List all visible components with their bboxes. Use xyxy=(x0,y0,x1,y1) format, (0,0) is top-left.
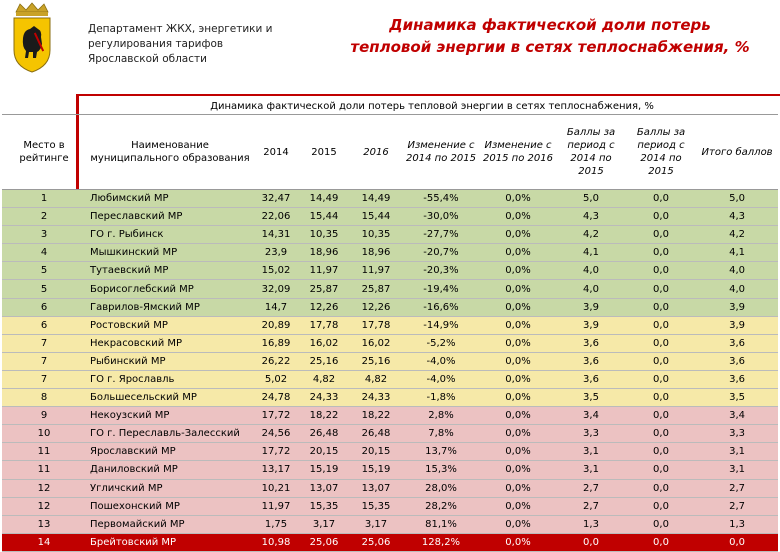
cell-y2014: 17,72 xyxy=(254,443,298,461)
cell-y2014: 15,02 xyxy=(254,262,298,280)
col-header-change-2016: Изменение с 2015 по 2016 xyxy=(480,115,556,190)
cell-pts2015: 3,9 xyxy=(556,298,626,316)
cell-y2016: 15,19 xyxy=(350,461,402,479)
cell-rank: 7 xyxy=(2,370,86,388)
table-row xyxy=(2,280,778,298)
cell-y2015: 15,35 xyxy=(298,497,350,515)
table-row xyxy=(2,533,778,551)
table-row xyxy=(2,226,778,244)
cell-pts2015: 3,6 xyxy=(556,334,626,352)
cell-name: Переславский МР xyxy=(86,208,254,226)
cell-y2015: 20,15 xyxy=(298,443,350,461)
cell-y2014: 22,06 xyxy=(254,208,298,226)
cell-y2015: 17,78 xyxy=(298,316,350,334)
table-row xyxy=(2,352,778,370)
cell-pts2015: 0,0 xyxy=(556,533,626,551)
slide-title-line-1: Динамика фактической доли потерь xyxy=(389,16,711,34)
cell-rank: 3 xyxy=(2,226,86,244)
rating-table xyxy=(2,98,778,552)
col-header-2016: 2016 xyxy=(350,115,402,190)
cell-pts2015: 2,7 xyxy=(556,497,626,515)
cell-chg2015: -20,3% xyxy=(402,262,480,280)
coat-of-arms-icon xyxy=(8,2,56,74)
cell-chg2016: 0,0% xyxy=(480,352,556,370)
cell-pts2016: 0,0 xyxy=(626,425,696,443)
cell-chg2015: -4,0% xyxy=(402,352,480,370)
cell-rank: 9 xyxy=(2,407,86,425)
table-row xyxy=(2,244,778,262)
cell-pts2016: 0,0 xyxy=(626,190,696,208)
cell-y2014: 26,22 xyxy=(254,352,298,370)
cell-y2014: 23,9 xyxy=(254,244,298,262)
cell-chg2015: -4,0% xyxy=(402,370,480,388)
cell-chg2015: -55,4% xyxy=(402,190,480,208)
cell-chg2016: 0,0% xyxy=(480,443,556,461)
cell-rank: 13 xyxy=(2,515,86,533)
cell-chg2015: -5,2% xyxy=(402,334,480,352)
cell-y2016: 24,33 xyxy=(350,389,402,407)
cell-chg2016: 0,0% xyxy=(480,479,556,497)
cell-rank: 7 xyxy=(2,352,86,370)
cell-y2014: 20,89 xyxy=(254,316,298,334)
cell-y2015: 13,07 xyxy=(298,479,350,497)
cell-total: 4,2 xyxy=(696,226,778,244)
cell-total: 1,3 xyxy=(696,515,778,533)
cell-pts2015: 3,1 xyxy=(556,443,626,461)
cell-rank: 4 xyxy=(2,244,86,262)
cell-rank: 11 xyxy=(2,461,86,479)
col-header-change-2015: Изменение с 2014 по 2015 xyxy=(402,115,480,190)
cell-y2016: 3,17 xyxy=(350,515,402,533)
cell-y2014: 14,31 xyxy=(254,226,298,244)
cell-y2015: 25,87 xyxy=(298,280,350,298)
cell-pts2016: 0,0 xyxy=(626,407,696,425)
cell-chg2016: 0,0% xyxy=(480,262,556,280)
cell-chg2015: 128,2% xyxy=(402,533,480,551)
cell-chg2015: 2,8% xyxy=(402,407,480,425)
cell-name: Ярославский МР xyxy=(86,443,254,461)
cell-y2016: 13,07 xyxy=(350,479,402,497)
cell-total: 4,0 xyxy=(696,280,778,298)
cell-total: 3,6 xyxy=(696,370,778,388)
cell-y2015: 18,96 xyxy=(298,244,350,262)
cell-chg2016: 0,0% xyxy=(480,407,556,425)
slide-title-line-2: тепловой энергии в сетях теплоснабжения, % xyxy=(350,38,750,56)
table-row xyxy=(2,370,778,388)
cell-y2015: 3,17 xyxy=(298,515,350,533)
cell-y2014: 24,78 xyxy=(254,389,298,407)
cell-y2016: 16,02 xyxy=(350,334,402,352)
cell-y2014: 1,75 xyxy=(254,515,298,533)
cell-chg2016: 0,0% xyxy=(480,226,556,244)
cell-y2014: 32,47 xyxy=(254,190,298,208)
cell-pts2015: 3,6 xyxy=(556,352,626,370)
cell-pts2016: 0,0 xyxy=(626,533,696,551)
cell-chg2015: -20,7% xyxy=(402,244,480,262)
cell-name: Даниловский МР xyxy=(86,461,254,479)
cell-y2015: 4,82 xyxy=(298,370,350,388)
cell-chg2016: 0,0% xyxy=(480,298,556,316)
cell-chg2016: 0,0% xyxy=(480,533,556,551)
cell-y2016: 10,35 xyxy=(350,226,402,244)
cell-y2015: 25,16 xyxy=(298,352,350,370)
cell-name: Большесельский МР xyxy=(86,389,254,407)
cell-rank: 8 xyxy=(2,389,86,407)
cell-chg2015: -19,4% xyxy=(402,280,480,298)
cell-name: ГО г. Рыбинск xyxy=(86,226,254,244)
cell-pts2015: 3,1 xyxy=(556,461,626,479)
cell-y2016: 15,44 xyxy=(350,208,402,226)
header-divider xyxy=(76,94,780,96)
cell-y2014: 17,72 xyxy=(254,407,298,425)
cell-name: ГО г. Ярославль xyxy=(86,370,254,388)
cell-name: Угличский МР xyxy=(86,479,254,497)
cell-pts2015: 3,6 xyxy=(556,370,626,388)
cell-pts2015: 3,4 xyxy=(556,407,626,425)
cell-y2016: 25,87 xyxy=(350,280,402,298)
table-row xyxy=(2,407,778,425)
col-header-points-2015: Баллы за период с 2014 по 2015 xyxy=(556,115,626,190)
cell-y2014: 13,17 xyxy=(254,461,298,479)
cell-name: Мышкинский МР xyxy=(86,244,254,262)
cell-y2015: 26,48 xyxy=(298,425,350,443)
cell-rank: 7 xyxy=(2,334,86,352)
cell-name: Первомайский МР xyxy=(86,515,254,533)
table-row xyxy=(2,262,778,280)
cell-pts2016: 0,0 xyxy=(626,280,696,298)
cell-rank: 12 xyxy=(2,497,86,515)
cell-name: ГО г. Переславль-Залесский xyxy=(86,425,254,443)
table-row xyxy=(2,389,778,407)
cell-chg2016: 0,0% xyxy=(480,244,556,262)
col-header-total: Итого баллов xyxy=(696,115,778,190)
cell-pts2015: 4,0 xyxy=(556,280,626,298)
cell-name: Ростовский МР xyxy=(86,316,254,334)
col-header-name: Наименование муниципального образования xyxy=(86,115,254,190)
cell-rank: 11 xyxy=(2,443,86,461)
cell-pts2016: 0,0 xyxy=(626,208,696,226)
cell-y2014: 11,97 xyxy=(254,497,298,515)
cell-chg2016: 0,0% xyxy=(480,515,556,533)
table-row xyxy=(2,425,778,443)
cell-name: Некоузский МР xyxy=(86,407,254,425)
cell-pts2015: 4,1 xyxy=(556,244,626,262)
cell-name: Гаврилов-Ямский МР xyxy=(86,298,254,316)
cell-pts2016: 0,0 xyxy=(626,443,696,461)
cell-chg2015: 81,1% xyxy=(402,515,480,533)
cell-total: 4,3 xyxy=(696,208,778,226)
cell-name: Рыбинский МР xyxy=(86,352,254,370)
cell-y2015: 12,26 xyxy=(298,298,350,316)
cell-chg2015: -16,6% xyxy=(402,298,480,316)
cell-name: Брейтовский МР xyxy=(86,533,254,551)
cell-y2016: 11,97 xyxy=(350,262,402,280)
table-row xyxy=(2,479,778,497)
cell-pts2015: 5,0 xyxy=(556,190,626,208)
cell-total: 2,7 xyxy=(696,479,778,497)
table-row xyxy=(2,316,778,334)
cell-chg2016: 0,0% xyxy=(480,497,556,515)
cell-rank: 2 xyxy=(2,208,86,226)
cell-chg2016: 0,0% xyxy=(480,425,556,443)
cell-name: Тутаевский МР xyxy=(86,262,254,280)
table-super-header: Динамика фактической доли потерь тепловой энергии в сетях теплоснабжения, % xyxy=(86,98,778,115)
cell-rank: 5 xyxy=(2,280,86,298)
cell-total: 3,6 xyxy=(696,352,778,370)
cell-rank: 6 xyxy=(2,316,86,334)
cell-y2014: 16,89 xyxy=(254,334,298,352)
cell-chg2015: 28,0% xyxy=(402,479,480,497)
cell-total: 3,6 xyxy=(696,334,778,352)
cell-y2016: 15,35 xyxy=(350,497,402,515)
slide-title xyxy=(330,14,770,58)
cell-total: 3,9 xyxy=(696,298,778,316)
cell-y2015: 24,33 xyxy=(298,389,350,407)
cell-total: 5,0 xyxy=(696,190,778,208)
cell-y2016: 4,82 xyxy=(350,370,402,388)
cell-y2015: 18,22 xyxy=(298,407,350,425)
cell-y2015: 14,49 xyxy=(298,190,350,208)
cell-chg2016: 0,0% xyxy=(480,280,556,298)
cell-rank: 12 xyxy=(2,479,86,497)
cell-pts2015: 1,3 xyxy=(556,515,626,533)
cell-chg2015: 7,8% xyxy=(402,425,480,443)
cell-y2014: 32,09 xyxy=(254,280,298,298)
cell-pts2015: 2,7 xyxy=(556,479,626,497)
cell-y2016: 17,78 xyxy=(350,316,402,334)
cell-pts2016: 0,0 xyxy=(626,370,696,388)
cell-pts2015: 4,3 xyxy=(556,208,626,226)
col-header-points-2016: Баллы за период с 2014 по 2015 xyxy=(626,115,696,190)
cell-pts2016: 0,0 xyxy=(626,352,696,370)
cell-pts2016: 0,0 xyxy=(626,226,696,244)
cell-rank: 1 xyxy=(2,190,86,208)
cell-pts2015: 4,0 xyxy=(556,262,626,280)
cell-chg2016: 0,0% xyxy=(480,334,556,352)
cell-pts2016: 0,0 xyxy=(626,316,696,334)
cell-y2014: 14,7 xyxy=(254,298,298,316)
cell-total: 3,1 xyxy=(696,443,778,461)
col-header-2014: 2014 xyxy=(254,115,298,190)
table-row xyxy=(2,497,778,515)
cell-y2016: 18,96 xyxy=(350,244,402,262)
cell-chg2015: -30,0% xyxy=(402,208,480,226)
cell-pts2015: 3,5 xyxy=(556,389,626,407)
cell-pts2015: 3,3 xyxy=(556,425,626,443)
cell-y2015: 15,19 xyxy=(298,461,350,479)
cell-total: 3,3 xyxy=(696,425,778,443)
cell-chg2015: -1,8% xyxy=(402,389,480,407)
cell-y2016: 14,49 xyxy=(350,190,402,208)
table-row xyxy=(2,461,778,479)
cell-y2015: 16,02 xyxy=(298,334,350,352)
cell-y2016: 26,48 xyxy=(350,425,402,443)
cell-pts2015: 3,9 xyxy=(556,316,626,334)
cell-pts2016: 0,0 xyxy=(626,262,696,280)
cell-name: Некрасовский МР xyxy=(86,334,254,352)
cell-rank: 6 xyxy=(2,298,86,316)
cell-total: 3,1 xyxy=(696,461,778,479)
cell-pts2016: 0,0 xyxy=(626,497,696,515)
table-row xyxy=(2,208,778,226)
cell-chg2015: 15,3% xyxy=(402,461,480,479)
cell-total: 3,4 xyxy=(696,407,778,425)
cell-rank: 10 xyxy=(2,425,86,443)
cell-total: 0,0 xyxy=(696,533,778,551)
cell-chg2016: 0,0% xyxy=(480,370,556,388)
cell-pts2015: 4,2 xyxy=(556,226,626,244)
table-row xyxy=(2,190,778,208)
cell-y2015: 15,44 xyxy=(298,208,350,226)
table-row xyxy=(2,334,778,352)
cell-pts2016: 0,0 xyxy=(626,244,696,262)
cell-chg2016: 0,0% xyxy=(480,190,556,208)
cell-chg2015: 13,7% xyxy=(402,443,480,461)
cell-pts2016: 0,0 xyxy=(626,389,696,407)
cell-y2014: 10,21 xyxy=(254,479,298,497)
cell-chg2016: 0,0% xyxy=(480,316,556,334)
cell-y2016: 25,16 xyxy=(350,352,402,370)
table-row xyxy=(2,515,778,533)
cell-pts2016: 0,0 xyxy=(626,461,696,479)
cell-pts2016: 0,0 xyxy=(626,334,696,352)
cell-y2015: 25,06 xyxy=(298,533,350,551)
cell-total: 4,1 xyxy=(696,244,778,262)
cell-chg2015: 28,2% xyxy=(402,497,480,515)
cell-name: Пошехонский МР xyxy=(86,497,254,515)
cell-y2016: 20,15 xyxy=(350,443,402,461)
cell-total: 4,0 xyxy=(696,262,778,280)
cell-rank: 14 xyxy=(2,533,86,551)
col-header-rank: Место в рейтинге xyxy=(2,115,86,190)
cell-total: 3,9 xyxy=(696,316,778,334)
cell-chg2016: 0,0% xyxy=(480,389,556,407)
col-header-2015: 2015 xyxy=(298,115,350,190)
cell-pts2016: 0,0 xyxy=(626,479,696,497)
cell-y2016: 12,26 xyxy=(350,298,402,316)
table-row xyxy=(2,443,778,461)
cell-chg2016: 0,0% xyxy=(480,208,556,226)
cell-y2016: 18,22 xyxy=(350,407,402,425)
cell-name: Борисоглебский МР xyxy=(86,280,254,298)
cell-rank: 5 xyxy=(2,262,86,280)
cell-y2014: 10,98 xyxy=(254,533,298,551)
cell-total: 2,7 xyxy=(696,497,778,515)
department-name: Департамент ЖКХ, энергетики и регулирования тарифов Ярославской области xyxy=(88,23,273,65)
cell-y2015: 11,97 xyxy=(298,262,350,280)
cell-y2016: 25,06 xyxy=(350,533,402,551)
cell-chg2016: 0,0% xyxy=(480,461,556,479)
cell-chg2015: -27,7% xyxy=(402,226,480,244)
cell-chg2015: -14,9% xyxy=(402,316,480,334)
table-row xyxy=(2,298,778,316)
cell-pts2016: 0,0 xyxy=(626,298,696,316)
cell-y2015: 10,35 xyxy=(298,226,350,244)
cell-total: 3,5 xyxy=(696,389,778,407)
cell-y2014: 5,02 xyxy=(254,370,298,388)
cell-y2014: 24,56 xyxy=(254,425,298,443)
cell-pts2016: 0,0 xyxy=(626,515,696,533)
cell-name: Любимский МР xyxy=(86,190,254,208)
